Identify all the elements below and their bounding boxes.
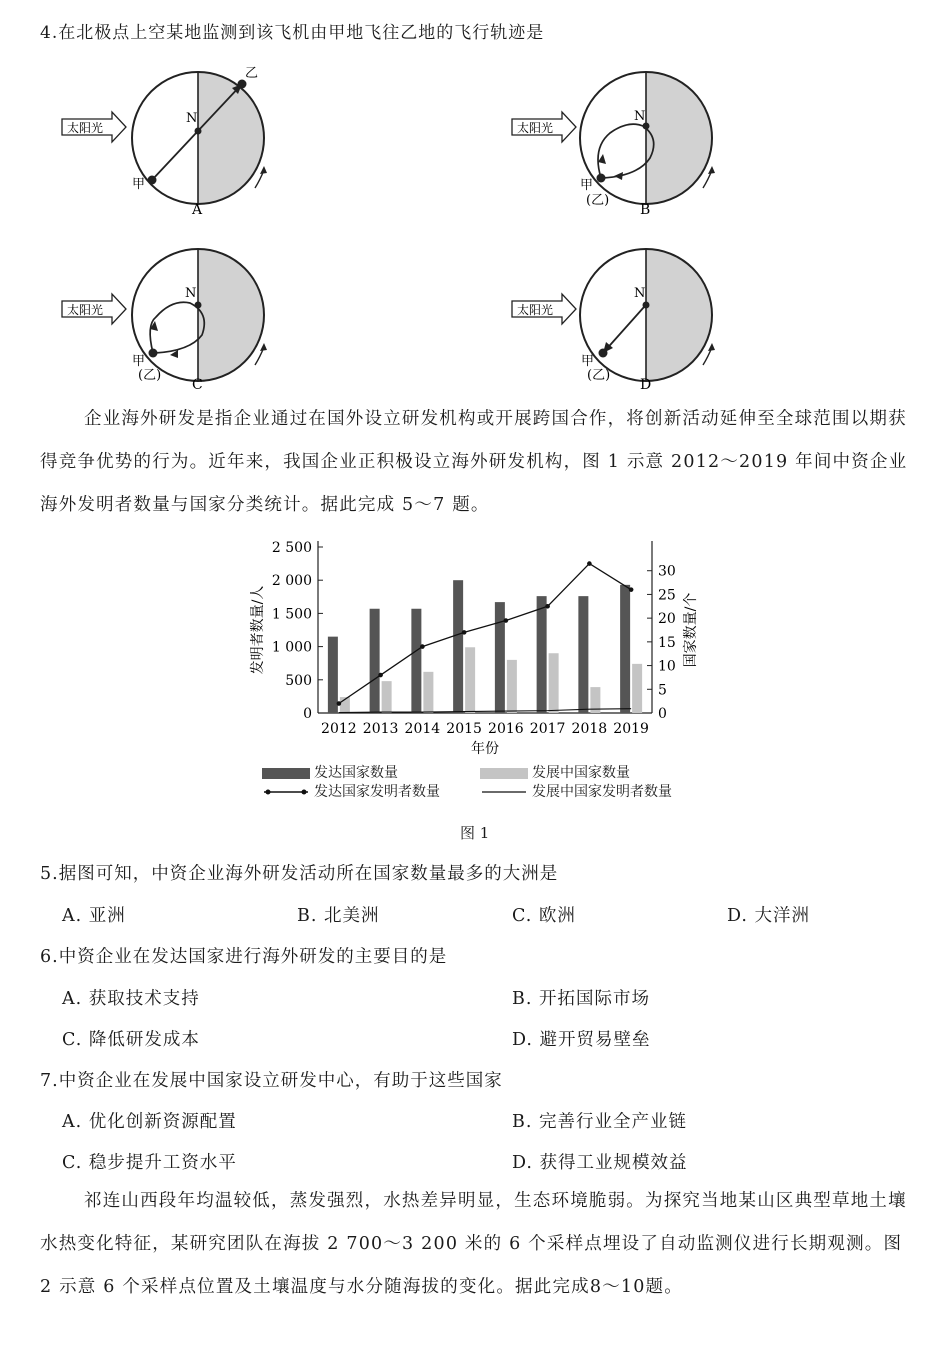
left-tick-label: 0	[303, 706, 312, 722]
right-tick-label: 20	[658, 611, 676, 628]
q6-option-b[interactable]: B. 开拓国际市场	[512, 989, 650, 1009]
rotation-arrowhead	[260, 343, 267, 351]
q6-option-a[interactable]: A. 获取技术支持	[62, 989, 200, 1009]
q7-option-b[interactable]: B. 完善行业全产业链	[512, 1112, 687, 1132]
diagram-b	[510, 58, 740, 218]
x-tick-label: 2016	[488, 721, 524, 737]
night-side	[646, 249, 712, 381]
option-letter-a: A	[192, 202, 203, 218]
point-developed-inventors	[504, 618, 509, 623]
q5-option-a[interactable]: A. 亚洲	[62, 906, 126, 926]
point-developed-inventors	[587, 561, 592, 566]
bar-developing-countries	[549, 653, 559, 713]
bar-developing-countries	[423, 672, 433, 713]
question-4-stem: 4.在北极点上空某地监测到该飞机由甲地飞往乙地的飞行轨迹是	[40, 23, 545, 43]
north-pole-dot	[195, 302, 202, 309]
point-developed-inventors	[462, 630, 467, 635]
sunlight-arrow	[512, 112, 576, 142]
bar-developed-countries	[495, 602, 505, 713]
x-tick-label: 2013	[362, 721, 399, 737]
flight-path	[150, 302, 204, 353]
right-tick-label: 5	[658, 682, 667, 699]
night-side	[198, 72, 264, 204]
bar-developed-countries	[578, 596, 588, 713]
option-letter-d: D	[640, 377, 652, 393]
bar-developing-countries	[632, 664, 642, 713]
left-tick-label: 1 000	[271, 639, 312, 656]
flight-arrowhead-2	[614, 172, 623, 180]
bar-developed-countries	[453, 580, 463, 713]
diagram-d	[510, 235, 740, 395]
figure-1-chart	[240, 535, 720, 765]
q6-option-c[interactable]: C. 降低研发成本	[62, 1030, 200, 1050]
q7-option-a[interactable]: A. 优化创新资源配置	[62, 1112, 237, 1132]
legend-swatch-dark	[262, 768, 310, 779]
north-label: N	[185, 286, 197, 301]
point-developed-inventors	[337, 701, 342, 706]
legend-developing-inventors	[480, 781, 672, 801]
north-pole-dot	[643, 302, 650, 309]
right-tick-label: 30	[658, 563, 676, 580]
x-tick-label: 2014	[404, 721, 441, 737]
north-label: N	[186, 111, 198, 126]
option-letter-b: B	[640, 202, 651, 218]
bar-developed-countries	[328, 637, 338, 713]
sunlight-label: 太阳光	[67, 121, 104, 135]
x-tick-label: 2017	[529, 721, 566, 737]
bar-developing-countries	[382, 681, 392, 713]
rotation-arrowhead	[708, 343, 715, 351]
passage-2	[40, 1180, 910, 1309]
yi-paren-label: (乙)	[138, 368, 162, 383]
legend-label: 发达国家数量	[314, 765, 398, 781]
figure-1-caption: 图 1	[460, 824, 490, 842]
left-tick-label: 2 500	[271, 540, 312, 556]
sunlight-label: 太阳光	[517, 303, 554, 317]
point-developed-inventors	[378, 673, 383, 678]
bar-developing-countries	[507, 660, 517, 713]
sunlight-arrow	[62, 112, 126, 142]
legend-label: 发达国家发明者数量	[314, 784, 440, 800]
point-developed-inventors	[420, 644, 425, 649]
right-tick-label: 25	[658, 587, 676, 604]
point-jia	[599, 349, 608, 358]
flight-arrowhead	[598, 154, 606, 164]
left-tick-label: 2 000	[271, 573, 312, 590]
passage-1	[40, 398, 910, 527]
q5-option-b[interactable]: B. 北美洲	[297, 906, 380, 926]
point-jia	[148, 176, 157, 185]
diagram-c	[60, 235, 290, 395]
night-side	[198, 249, 264, 381]
right-axis-title: 国家数量/个	[683, 592, 699, 668]
point-developed-inventors	[629, 587, 634, 592]
x-tick-label: 2018	[571, 721, 608, 737]
question-7-stem: 7.中资企业在发展中国家设立研发中心，有助于这些国家	[40, 1071, 503, 1091]
rotation-arrowhead	[708, 166, 715, 174]
jia-label: 甲	[132, 354, 146, 369]
legend-line-dots	[262, 786, 310, 798]
legend-developing-countries	[480, 762, 630, 782]
north-pole-dot	[195, 128, 202, 135]
left-axis-title: 发明者数量/人	[250, 585, 266, 675]
right-tick-label: 10	[658, 658, 676, 675]
option-letter-c: C	[192, 377, 203, 393]
rotation-arrowhead	[260, 166, 267, 174]
point-developed-inventors	[545, 604, 550, 609]
legend-developed-countries	[262, 762, 398, 782]
bar-developed-countries	[411, 609, 421, 713]
q7-option-d[interactable]: D. 获得工业规模效益	[512, 1153, 688, 1173]
point-jia	[149, 349, 158, 358]
q5-option-c[interactable]: C. 欧洲	[512, 906, 576, 926]
bar-developed-countries	[537, 596, 547, 713]
x-tick-label: 2019	[613, 721, 649, 737]
x-tick-label: 2015	[446, 721, 482, 737]
jia-label: 甲	[580, 178, 594, 193]
yi-paren-label: (乙)	[586, 193, 610, 208]
night-side	[646, 72, 712, 204]
north-label: N	[634, 286, 646, 301]
question-6-stem: 6.中资企业在发达国家进行海外研发的主要目的是	[40, 947, 448, 967]
sunlight-label: 太阳光	[517, 121, 554, 135]
yi-label: 乙	[245, 66, 259, 81]
x-tick-label: 2012	[321, 721, 357, 737]
right-tick-label: 0	[658, 706, 667, 722]
yi-paren-label: (乙)	[587, 368, 611, 383]
passage-2-text: 祁连山西段年均温较低，蒸发强烈，水热差异明显，生态环境脆弱。为探究当地某山区典型草地土壤水热变化特征，某研究团队在海拔 2 700～3 200 米的 6 个采样点埋设了自动监测仪进行长期观测。图 2 示意 6 个采样点位置及土壤温度与水分随海拔的变化。据此完成8～10题。	[40, 1191, 907, 1297]
north-label: N	[634, 109, 646, 124]
right-tick-label: 15	[658, 634, 676, 651]
bar-developed-countries	[370, 609, 380, 713]
jia-label: 甲	[132, 177, 146, 192]
legend-line-plain	[480, 786, 528, 798]
diagram-a	[60, 58, 290, 218]
bar-developing-countries	[465, 647, 475, 713]
sunlight-label: 太阳光	[67, 303, 104, 317]
q6-option-d[interactable]: D. 避开贸易壁垒	[512, 1030, 651, 1050]
bar-developed-countries	[620, 585, 630, 713]
jia-label: 甲	[581, 354, 595, 369]
left-tick-label: 1 500	[271, 606, 312, 623]
point-jia	[597, 174, 606, 183]
q5-option-d[interactable]: D. 大洋洲	[727, 906, 811, 926]
x-axis-title: 年份	[471, 741, 499, 757]
passage-1-text: 企业海外研发是指企业通过在国外设立研发机构或开展跨国合作，将创新活动延伸至全球范围以期获得竞争优势的行为。近年来，我国企业正积极设立海外研发机构，图 1 示意 2012～2019 年间中资企业海外发明者数量与国家分类统计。据此完成 5～7 题。	[40, 409, 908, 515]
sunlight-arrow	[62, 294, 126, 324]
sunlight-arrow	[512, 294, 576, 324]
legend-label: 发展中国家数量	[532, 765, 630, 781]
left-tick-label: 500	[285, 672, 312, 689]
q7-option-c[interactable]: C. 稳步提升工资水平	[62, 1153, 237, 1173]
question-5-stem: 5.据图可知，中资企业海外研发活动所在国家数量最多的大洲是	[40, 864, 559, 884]
legend-label: 发展中国家发明者数量	[532, 784, 672, 800]
legend-swatch-light	[480, 768, 528, 779]
legend-developed-inventors	[262, 781, 440, 801]
